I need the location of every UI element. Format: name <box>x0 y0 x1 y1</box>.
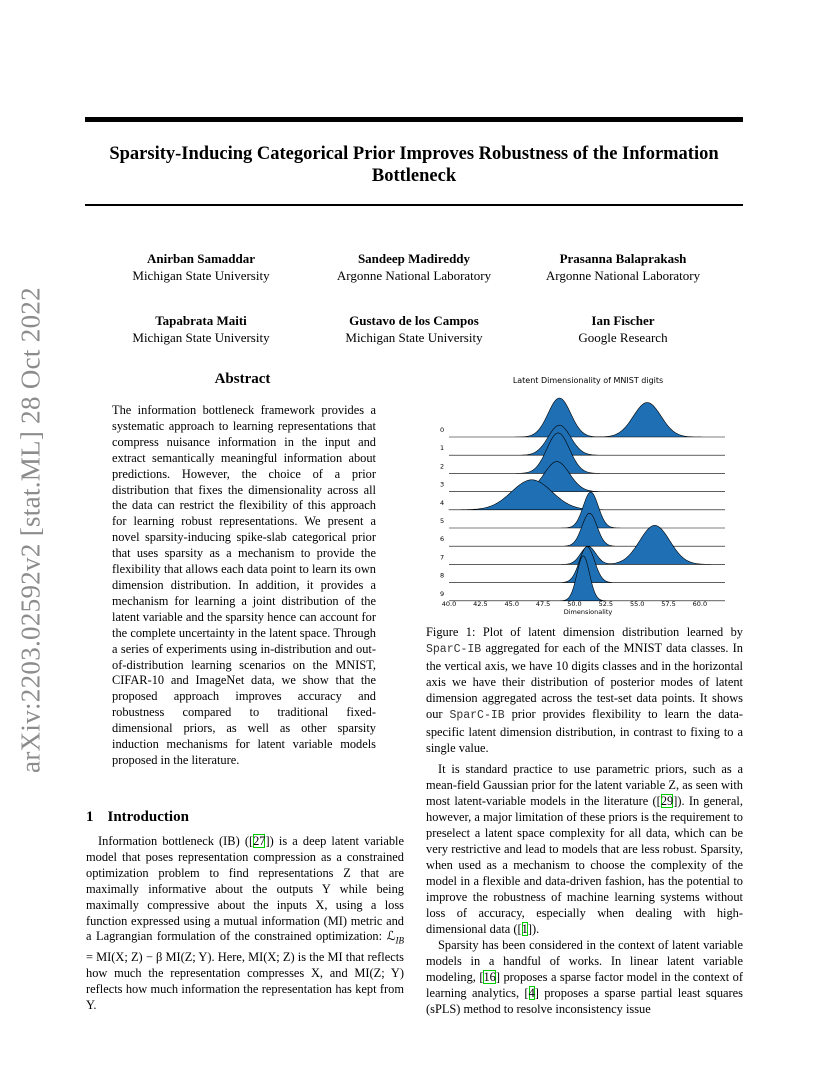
ridge-2 <box>449 433 725 474</box>
right-paragraph-2 <box>426 937 743 1017</box>
y-tick-label: 3 <box>440 480 445 489</box>
y-tick-label: 5 <box>440 517 445 525</box>
author-affiliation: Argonne National Laboratory <box>336 268 492 283</box>
caption-code-1: SparC-IB <box>426 643 482 656</box>
author-name: Sandeep Madireddy <box>357 251 471 266</box>
title-top-rule <box>85 117 743 122</box>
author-5 <box>299 312 529 346</box>
x-tick-label: 50.0 <box>567 600 582 608</box>
y-tick-label: 8 <box>440 571 445 580</box>
author-affiliation: Google Research <box>578 330 668 345</box>
author-affiliation: Michigan State University <box>345 330 483 345</box>
x-tick-label: 57.5 <box>661 600 676 608</box>
right-paragraph-1 <box>426 761 743 937</box>
chart-title: Latent Dimensionality of MNIST digits <box>512 376 664 385</box>
y-tick-label: 7 <box>440 553 445 562</box>
caption-text-2: aggregated for each of the MNIST data classes. In the vertical axis, we have 10 digits classes and in the horizontal axis we have their distribution of posterior modes of latent dimension aggregated across the test-set data points. It shows our <box>426 641 743 721</box>
y-tick-label: 6 <box>440 535 445 544</box>
ridgeline-chart <box>427 370 743 620</box>
author-1 <box>86 250 316 284</box>
paper-title: Sparsity-Inducing Categorical Prior Improves Robustness of the Information Bottleneck <box>109 144 719 186</box>
section-heading <box>86 809 189 826</box>
intro-text-1: Information bottleneck (IB) ([ <box>98 834 254 848</box>
author-name: Prasanna Balaprakash <box>559 251 687 266</box>
intro-paragraph <box>86 834 404 1013</box>
y-tick-label: 4 <box>440 498 445 507</box>
citation-link-1[interactable]: 1 <box>521 922 528 936</box>
section-title: Introduction <box>107 809 189 825</box>
author-6 <box>508 312 738 346</box>
arxiv-stamp <box>16 280 46 780</box>
arxiv-id: arXiv:2203.02592v2 [stat.ML] 28 Oct 2022 <box>15 287 46 773</box>
x-tick-label: 60.0 <box>692 600 708 608</box>
x-tick-label: 42.5 <box>473 600 488 608</box>
ridge-0 <box>449 398 725 437</box>
right-text-2c: ] proposes a sparse partial least squares (sPLS) method to resolve inconsistency issue <box>426 986 743 1016</box>
y-tick-label: 0 <box>440 426 445 434</box>
author-affiliation: Michigan State University <box>132 268 270 283</box>
y-tick-label: 1 <box>440 444 445 453</box>
author-4 <box>86 312 316 346</box>
section-number: 1 <box>86 809 94 825</box>
author-name: Gustavo de los Campos <box>349 313 479 328</box>
right-column-text <box>426 761 743 1017</box>
x-tick-label: 52.5 <box>598 600 614 608</box>
caption-text-1: Figure 1: Plot of latent dimension distribution learned by <box>426 625 743 639</box>
x-ticks-group <box>442 600 707 608</box>
ridge-6 <box>449 513 725 546</box>
intro-text-3: = MI(X; Z) − β MI(Z; Y). Here, MI(X; Z) is the MI that reflects how much the representation compresses X, and MI(Z; Y) reflects how much information the representation has kept from Y. <box>86 949 404 1012</box>
x-axis-label: Dimensionality <box>563 608 613 616</box>
title-bottom-rule <box>85 204 743 206</box>
intro-text-2: ]) is a deep latent variable model that poses representation compression as a constrained optimization problem to find representations Z that are maximally informative about the outputs Y while being maximally compressive about the inputs X, using a loss function expressed using a mutual information (MI) metric and a Lagrangian formulation of the constrained optimization: ℒ <box>86 834 404 944</box>
caption-code-2: SparC-IB <box>449 709 505 722</box>
x-tick-label: 47.5 <box>535 600 551 608</box>
citation-link-4[interactable]: 4 <box>528 986 535 1000</box>
ridge-3 <box>449 462 725 492</box>
citation-link-16[interactable]: 16 <box>483 970 496 984</box>
right-text-2b: ] proposes a sparse factor model in the context of learning analytics, [ <box>426 970 743 1000</box>
y-tick-label: 9 <box>440 589 445 598</box>
ridge-1 <box>449 425 725 455</box>
x-tick-label: 55.0 <box>629 600 645 608</box>
citation-link-27[interactable]: 27 <box>253 834 266 848</box>
x-tick-label: 40.0 <box>441 600 457 608</box>
right-text-1a: It is standard practice to use parametric priors, such as a mean-field Gaussian prior for the latent variable Z, as seen with most latent-variable models in the literature ([ <box>426 762 743 808</box>
ridges-group <box>440 398 725 601</box>
abstract-text: The information bottleneck framework provides a systematic approach to learning representations that compress nuisance information in the input and extract semantically meaningful information about predictions. However, the choice of a prior distribution that fixes the dimensionality across all the data can restrict the flexibility of this approach for learning robust representations. We present a novel sparsity-inducing spike-slab categorical prior that uses sparsity as a mechanism to provide the flexibility that allows each data point to learn its own dimension distribution. In addition, it provides a mechanism for learning a joint distribution of the latent variable and the sparsity hence can account for the complete uncertainty in the latent space. Through a series of experiments using in-distribution and out-of-distribution learning scenarios on the MNIST, CIFAR-10 and ImageNet data, we show that the proposed approach improves accuracy and robustness compared to traditional fixed-dimensional priors, as well as other sparsity induction mechanisms for latent variable models proposed in the literature. <box>112 403 376 767</box>
author-name: Anirban Samaddar <box>147 251 255 266</box>
y-tick-label: 2 <box>440 462 445 471</box>
right-text-1b: ]). In general, however, a major limitation of these priors is the requirement to preselect a latent space complexity for all data, which can be very restrictive and lead to models that are less robust. Sparsity, when used as a mechanism to choose the complexity of the model in a flexible and data-driven fashion, has the potential to improve the robustness of machine learning systems without loss of accuracy, especially when dealing with high-dimensional data ([ <box>426 794 743 936</box>
x-tick-label: 45.0 <box>504 600 519 608</box>
right-text-2a: Sparsity has been considered in the context of latent variable models in a handful of works. In linear latent variable modeling, [ <box>426 938 743 984</box>
abstract-heading: Abstract <box>214 371 271 387</box>
author-affiliation: Argonne National Laboratory <box>545 268 701 283</box>
author-name: Tapabrata Maiti <box>155 313 247 328</box>
figure-caption <box>426 624 743 756</box>
author-3 <box>508 250 738 284</box>
author-2 <box>299 250 529 284</box>
citation-link-29[interactable]: 29 <box>660 794 674 808</box>
author-affiliation: Michigan State University <box>132 330 270 345</box>
intro-subscript: IB <box>395 935 404 946</box>
right-text-1c: ]). <box>527 922 540 936</box>
caption-text-3: prior provides flexibility to learn the data-specific latent dimension distribution, in contrast to fixing to a single value. <box>426 707 743 755</box>
author-name: Ian Fischer <box>591 313 655 328</box>
